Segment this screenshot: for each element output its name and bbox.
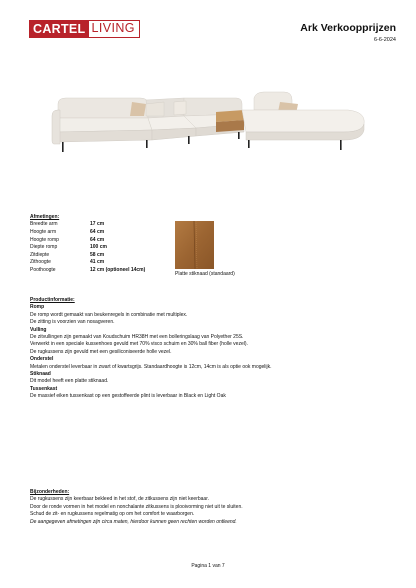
spec-label: Zitdiepte [30,251,50,258]
spec-label: Hoogte arm [30,229,57,235]
spec-value: 41 cm [90,259,105,266]
notes-section [30,489,390,526]
product-info-section [30,297,390,401]
info-line: De zitting is voorzien van nosagveren. [30,319,115,326]
spec-row [30,267,145,275]
info-line: Verwerkt in een speciale kussenhoes gevuld met 70% visco schuim en 30% ball fiber (holle vezel). [30,341,248,348]
swatch-caption: Platte stiknaad (standaard) [175,271,235,277]
note-line: De rugkussens zijn keerbaar bekleed in het stof, de zitkussens zijn niet keerbaar. [30,496,209,503]
notes-heading: Bijzonderheden: [30,489,70,495]
info-line: De zitvullingen zijn gemaakt van Koudschuim HR38H met een bolleringslaag van Polyether 25S. [30,334,244,341]
spec-value: 12 cm (optioneel 14cm) [90,266,146,273]
spec-label: Hoogte romp [30,236,59,243]
brand-logo [29,20,140,38]
spec-label: Poothoogte [30,266,56,273]
disclaimer: De aangegeven afmetingen zijn circa maten, hierdoor kunnen geen rechten worden ontleend. [30,518,237,525]
spec-label: Diepte romp [30,244,58,251]
spec-value: 100 cm [90,244,107,251]
spec-row [30,252,145,260]
section-title-onderstel: Onderstel [30,356,54,363]
section-title-tussenkast: Tussenkast [30,385,58,392]
spec-label: Zithoogte [30,259,51,266]
document-date: 6-6-2024 [373,37,396,43]
spec-value: 58 cm [90,251,105,258]
note-line: Door de ronde vormen in het model en nonchalante zitkussens is plooivorming niet uit te sluiten. [30,503,243,510]
logo-word-living: LIVING [89,20,140,38]
product-info-heading: Productinformatie: [30,297,75,303]
info-line: De romp wordt gemaakt van beukenregels in combinatie met multiplex. [30,311,188,318]
spec-label: Breedte arm [30,221,58,228]
fabric-swatch-image [175,221,214,269]
document-title: Ark Verkoopprijzen [300,22,396,34]
section-title-stiknaad: Stiknaad [30,371,51,378]
note-line: Schud de zit- en rugkussens regelmatig op om het comfort te waarborgen. [30,511,195,518]
sofa-image [48,88,372,162]
spec-value: 17 cm [90,221,105,228]
section-title-vulling: Vulling [30,326,47,333]
spec-row [30,229,145,237]
info-line: De massief eiken tussenkast op een gestoffeerde plint is leverbaar in Black en Light Oak [30,393,226,400]
page-number: Pagina 1 van 7 [191,563,225,569]
info-line: Metalen onderstel leverbaar in zwart of kwartsgrijs. Standaardhoogte is 12cm, 14cm is als optie ook mogelijk. [30,363,272,370]
spec-row [30,244,145,252]
spec-value: 64 cm [90,236,105,243]
info-line: De rugkussens zijn gevuld met een gesiliconiseerde holle vezel. [30,348,172,355]
dimensions-section [30,214,145,275]
spec-row [30,259,145,267]
spec-row [30,221,145,229]
info-line: Dit model heeft een platte stiknaad. [30,378,109,385]
spec-value: 64 cm [90,229,105,235]
dimensions-heading: Afmetingen: [30,214,60,220]
logo-word-cartel: CARTEL [29,20,89,38]
spec-row [30,237,145,245]
section-title-romp: Romp [30,304,45,311]
